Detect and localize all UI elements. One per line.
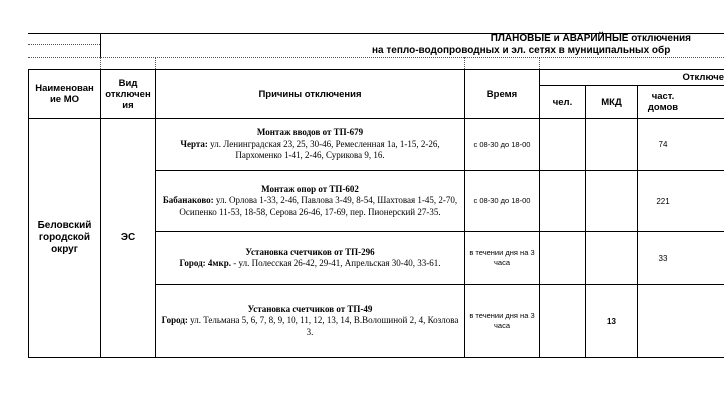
- reason-place: Город:: [161, 315, 188, 326]
- chel-cell: [540, 232, 585, 284]
- reason-title: Установка счетчиков от ТП-296: [245, 246, 375, 257]
- reason-place: Черта:: [180, 138, 208, 149]
- time-cell: в течении дня на 3 часа: [469, 248, 535, 267]
- chast-cell: 74: [658, 140, 668, 149]
- reason-title: Монтаж вводов от ТП-679: [256, 127, 364, 138]
- header-reasons: Причины отключения: [258, 88, 362, 100]
- spacer-divider-2: [155, 57, 156, 69]
- reason-streets: ул. Ленинградская 23, 25, 30-46, Ремесленная 1а, 1-15, 2-26, Пархоменко 1-41, 2-46, Сурикова 9, 16.: [207, 138, 440, 161]
- time-cell: в течении дня на 3 часа: [469, 311, 535, 330]
- vid-cell: ЭС: [120, 232, 136, 243]
- mkd-cell: [586, 232, 637, 284]
- spacer-divider-1: [100, 57, 101, 69]
- reason-streets: - ул. Полесская 26-42, 29-41, Апрельская 30-40, 33-61.: [231, 258, 441, 268]
- mkd-cell: [586, 171, 637, 231]
- header-mo: Наименован ие МО: [35, 83, 94, 105]
- table-bottom-border: [28, 357, 724, 358]
- mkd-cell: 13: [607, 316, 616, 326]
- reason-streets: ул. Тельмана 5, 6, 7, 8, 9, 10, 11, 12, 13, 14, В.Волошиной 2, 4, Козлова 3.: [187, 315, 459, 337]
- title-dotted-rule: [28, 44, 100, 45]
- header-mkd: МКД: [601, 96, 622, 108]
- title-left-border: [100, 33, 101, 57]
- header-chel: чел.: [552, 96, 573, 108]
- reason-title: Установка счетчиков от ТП-49: [247, 303, 373, 314]
- chast-cell: [638, 285, 688, 357]
- header-time: Время: [486, 88, 518, 100]
- page-title-line2: на тепло-водопроводных и эл. сетях в муниципальных обр: [372, 45, 671, 56]
- chast-cell: 221: [656, 196, 670, 206]
- header-vid: Вид отключен ия: [105, 77, 151, 111]
- chel-cell: [540, 285, 585, 357]
- reason-place: Город: 4мкр.: [179, 258, 231, 268]
- mkd-cell: [586, 119, 637, 170]
- reason-place: Бабанаково:: [162, 195, 214, 206]
- chel-cell: [540, 119, 585, 170]
- spacer-divider-3: [464, 57, 465, 69]
- chast-cell: 33: [658, 253, 668, 263]
- reason-cell: [156, 171, 464, 231]
- mo-name-cell: Беловский городской округ: [37, 220, 92, 255]
- chel-cell: [540, 171, 585, 231]
- spacer-divider-4: [539, 57, 540, 69]
- reason-cell: [156, 232, 464, 284]
- reason-title: Монтаж опор от ТП-602: [261, 183, 359, 194]
- spacer-dotted-rule: [28, 57, 724, 58]
- time-cell: с 08-30 до 18-00: [473, 196, 531, 205]
- header-otkl: Отключе: [682, 72, 724, 83]
- reason-streets: ул. Орлова 1-33, 2-46, Павлова 3-49, 8-54, Шахтовая 1-45, 2-70, Осипенко 11-53, 18-58, Серова 26-46, 17-69, пер. Пионерский 27-35.: [179, 195, 458, 217]
- header-chast: част. домов: [647, 91, 679, 113]
- reason-cell: [156, 119, 464, 170]
- reason-cell: [156, 285, 464, 357]
- time-cell: с 08-30 до 18-00: [473, 139, 531, 149]
- page-title-line1: ПЛАНОВЫЕ и АВАРИЙНЫЕ отключения: [490, 33, 691, 44]
